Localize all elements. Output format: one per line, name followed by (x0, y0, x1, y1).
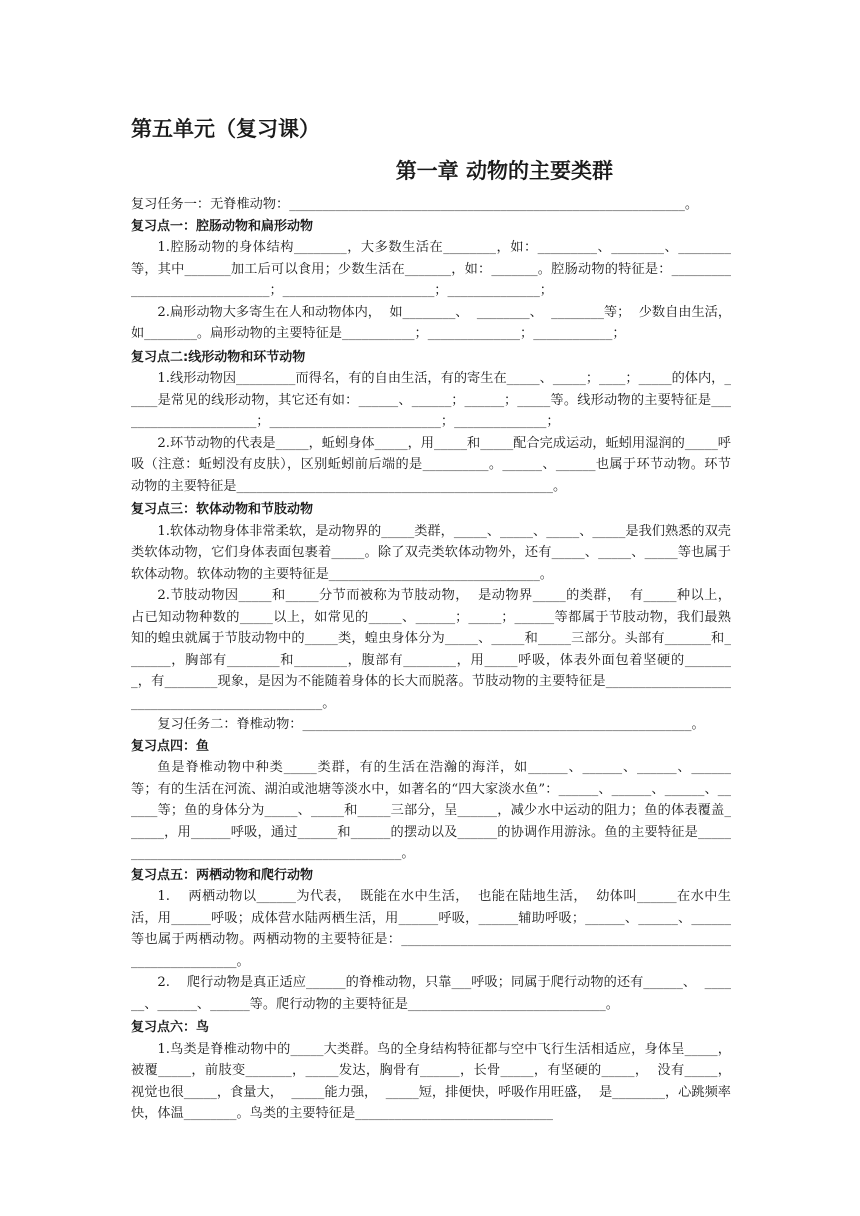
review-task-1: 复习任务一：无脊椎动物：____________________________________________________________。 (131, 197, 699, 212)
question-5-1: 1. 两栖动物以______为代表， 既能在水中生活， 也能在陆地生活， 幼体叫______在水中生活，用______呼吸；成体营水陆两栖生活，用______呼吸，______辅助呼吸；______、______、______等也属于两栖动物。两栖动物的主要特征是：__________________________________________________________________。 (131, 889, 731, 969)
section-heading-6: 复习点六：鸟 (131, 1020, 210, 1035)
question-3-1: 1.软体动物身体非常柔软，是动物界的_____类群，_____、_____、_____、_____是我们熟悉的双壳类软体动物，它们身体表面包裹着_____。除了双壳类软体动物外，还有_____、_____、_____等也属于软体动物。软体动物的主要特征是________________________________。 (131, 523, 731, 582)
question-6-1: 1.鸟类是脊椎动物中的_____大类群。鸟的全身结构特征都与空中飞行生活相适应，身体呈_____，被覆_____，前肢变_______，_____发达，胸骨有______，长骨_____，有坚硬的_____， 没有_____，视觉也很_____，食量大， _____能力强， _____短，排便快，呼吸作用旺盛， 是________，心跳频率快，体温________。鸟类的主要特征是______________________________ (131, 1041, 731, 1121)
section-heading-5: 复习点五：两栖动物和爬行动物 (131, 867, 314, 883)
question-4-1: 鱼是脊椎动物中种类_____类群，有的生活在浩瀚的海洋，如______、______、______、______ 等；有的生活在河流、湖泊或池塘等淡水中，如著名的“四大家淡水鱼”：______、______、______、______等；鱼的身体分为_____、_____和_____三部分，呈______，减少水中运动的阻力；鱼的体表覆盖______，用______呼吸，通过______和______的摆动以及______的协调作用游泳。鱼的主要特征是______________________________________________。 (131, 760, 740, 861)
section-heading-3: 复习点三：软体动物和节肢动物 (131, 502, 314, 517)
worksheet-page (131, 112, 740, 1125)
worksheet-body (131, 194, 740, 1125)
question-3-2: 2.节肢动物因_____和_____分节而被称为节肢动物， 是动物界_____的类群， 有_____种以上， 占已知动物种数的_____以上，如常见的_____、______；_____；______等都属于节肢动物，我们最熟知的蝗虫就属于节肢动物中的_____类，蝗虫身体分为_____、_____和_____三部分。头部有_______和_______，胸部有________和________，腹部有________，用_____呼吸，体表外面包着坚硬的________，有________现象，是因为不能随着身体的长大而脱落。节肢动物的主要特征是________________________________________________。 (131, 588, 740, 711)
question-2-1: 1.线形动物因_________而得名，有的自由生活，有的寄生在_____、_____；____；_____的体内，_____是常见的线形动物，其它还有如：______、______；______；_____等。线形动物的主要特征是______________________；__________________________；______________； (131, 371, 731, 429)
chapter-title: 第一章 动物的主要类群 (395, 159, 613, 183)
section-heading-2: 复习点二:线形动物和环节动物 (131, 349, 306, 365)
question-1-2: 2.扁形动物大多寄生在人和动物体内， 如________、 ________、 ________等； 少数自由生活， 如________。扁形动物的主要特征是___________；______________；____________； (131, 304, 740, 341)
question-5-2: 2. 爬行动物是真正适应______的脊椎动物，只靠___呼吸；同属于爬行动物的还有______、 ______、______、______等。爬行动物的主要特征是______________________________。 (131, 975, 731, 1012)
question-1-1: 1.腔肠动物的身体结构________，大多数生活在________，如：_________、________、________等，其中_______加工后可以食用；少数生活在_______，如：_______。腔肠动物的特征是：______________________________；_______________________；______________； (131, 240, 731, 298)
question-2-2: 2.环节动物的代表是_____，蚯蚓身体_____，用_____和_____配合完成运动，蚯蚓用湿润的_____呼吸（注意：蚯蚓没有皮肤），区别蚯蚓前后端的是__________。______、______也属于环节动物。环节动物的主要特征是________________________________________________。 (131, 435, 731, 494)
section-heading-1: 复习点一：腔肠动物和扁形动物 (131, 218, 314, 234)
review-task-2: 复习任务二：脊椎动物：___________________________________________________________。 (157, 717, 705, 732)
section-heading-4: 复习点四：鱼 (131, 738, 210, 754)
unit-title: 第五单元（复习课） (131, 117, 320, 141)
